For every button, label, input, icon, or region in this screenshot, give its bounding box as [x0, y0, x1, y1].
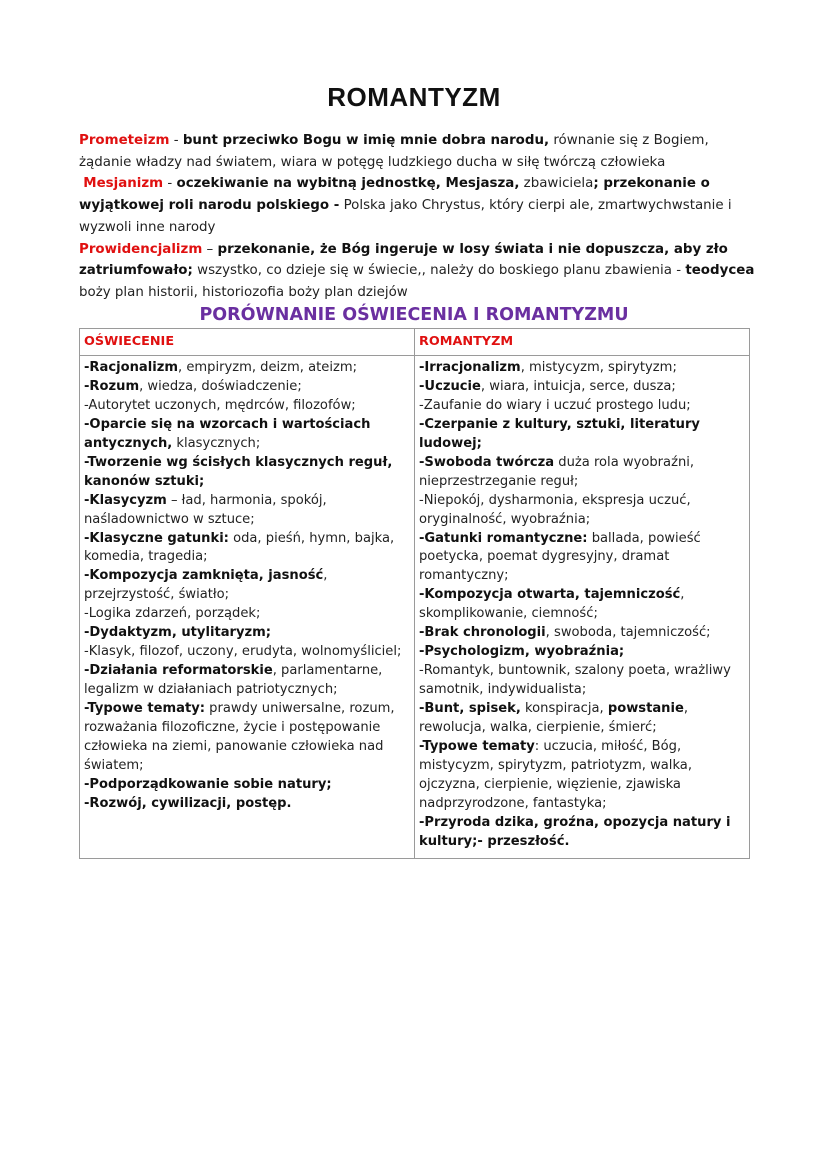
item-text: , wiedza, doświadczenie; — [139, 378, 302, 394]
item-text: , empiryzm, deizm, ateizm; — [178, 359, 358, 375]
item-bold: -Podporządkowanie sobie natury; — [84, 776, 332, 792]
comparison-title: PORÓWNANIE OŚWIECENIA I ROMANTYZMU — [199, 305, 629, 325]
item-bold: -Rozum — [84, 378, 140, 394]
left-item — [84, 700, 410, 776]
item-bold: -Uczucie — [419, 378, 481, 394]
right-item — [419, 700, 745, 738]
item-text: -Autorytet uczonych, mędrców, filozofów; — [84, 397, 356, 413]
item-text: , parlamentarne, legalizm w działaniach patriotycznych; — [84, 663, 383, 698]
definition-bold: oczekiwanie na wybitną jednostkę, Mesjasza, — [176, 176, 520, 192]
definitions — [79, 130, 759, 304]
separator: - — [169, 133, 183, 148]
item-bold: -Bunt, spisek, — [419, 701, 521, 717]
definition-text: zbawiciela — [519, 176, 594, 192]
item-bold: -Swoboda twórcza — [419, 454, 555, 470]
term-prowidencjalizm: Prowidencjalizm — [79, 241, 203, 257]
right-item — [419, 738, 745, 814]
right-item — [419, 624, 745, 643]
definition-bold: teodycea — [685, 263, 755, 279]
right-item — [419, 397, 745, 416]
left-item — [84, 662, 410, 700]
right-item — [419, 492, 745, 530]
item-bold: -Klasyczne gatunki: — [84, 530, 229, 546]
item-text: oda, pieśń, hymn, bajka, komedia, tragedia; — [84, 530, 395, 565]
item-bold: -Działania reformatorskie — [84, 663, 273, 679]
item-text: ballada, powieść poetycka, poemat dygresyjny, dramat romantyczny; — [419, 530, 701, 584]
item-bold: -Oparcie się na wzorcach i wartościach antycznych, — [84, 416, 371, 451]
left-item — [84, 397, 410, 416]
left-item — [84, 795, 410, 814]
left-item — [84, 624, 410, 643]
separator: – — [202, 241, 218, 257]
left-item — [84, 416, 410, 454]
left-item — [84, 454, 410, 492]
header-row — [80, 329, 750, 356]
right-item — [419, 530, 745, 587]
item-bold: -Gatunki romantyczne: — [419, 530, 588, 546]
item-bold: -Klasycyzm — [84, 492, 167, 508]
definition-bold: ; przekonanie o wyjątkowej roli narodu polskiego - — [79, 176, 710, 214]
item-text: duża rola wyobraźni, nieprzestrzeganie reguł; — [419, 454, 695, 489]
item-bold: -Przyroda dzika, groźna, opozycja natury i kultury;- przeszłość. — [419, 814, 731, 849]
item-bold: -Typowe tematy — [419, 739, 535, 755]
item-text: -Zaufanie do wiary i uczuć prostego ludu; — [419, 397, 691, 413]
definition-prometeizm — [79, 130, 759, 173]
item-bold: -Psychologizm, wyobraźnia; — [419, 644, 625, 660]
page-title: ROMANTYZM — [327, 82, 501, 112]
item-text: , wiara, intuicja, serce, dusza; — [480, 378, 676, 394]
left-item — [84, 643, 410, 662]
item-text: -Klasyk, filozof, uczony, erudyta, wolnomyśliciel; — [84, 644, 402, 660]
term-mesjanizm: Mesjanizm — [83, 176, 164, 192]
right-item — [419, 586, 745, 624]
item-bold: -Kompozycja zamknięta, jasność — [84, 568, 324, 584]
item-bold: -Tworzenie wg ścisłych klasycznych reguł, kanonów sztuki; — [84, 454, 393, 489]
right-item — [419, 643, 745, 662]
item-text: , swoboda, tajemniczość; — [545, 625, 711, 641]
item-bold: powstanie — [607, 701, 684, 717]
left-item — [84, 492, 410, 530]
left-item — [84, 567, 410, 605]
item-text: klasycznych; — [172, 435, 261, 451]
item-bold: -Irracjonalizm — [419, 359, 521, 375]
romantyzm-column — [415, 355, 750, 858]
header-romantyzm: ROMANTYZM — [415, 329, 750, 356]
right-item — [419, 378, 745, 397]
item-bold: -Racjonalizm — [84, 359, 178, 375]
right-item — [419, 359, 745, 378]
right-item — [419, 416, 745, 454]
item-text: : uczucia, miłość, Bóg, mistycyzm, spirytyzm, patriotyzm, walka, ojczyzna, cierpienie, więzienie, zjawiska nadprzyrodzone, fantastyka; — [419, 739, 692, 811]
item-bold: -Kompozycja otwarta, tajemniczość — [419, 587, 681, 603]
definition-bold: przekonanie, że Bóg ingeruje w losy świata i nie dopuszcza, aby zło zatriumfowało; — [79, 241, 728, 279]
definition-bold: bunt przeciwko Bogu w imię mnie dobra narodu, — [182, 133, 550, 148]
left-item — [84, 359, 410, 378]
comparison-table — [79, 328, 750, 859]
definition-mesjanizm — [79, 173, 759, 238]
content-row — [80, 355, 750, 858]
item-text: – ład, harmonia, spokój, naśladownictwo w sztuce; — [84, 492, 327, 527]
oswiecenie-column — [80, 355, 415, 858]
item-text: -Logika zdarzeń, porządek; — [84, 606, 261, 622]
left-item — [84, 378, 410, 397]
left-item — [84, 605, 410, 624]
definition-text: boży plan historii, historiozofia boży plan dziejów — [79, 284, 408, 300]
definition-text: Polska jako Chrystus, który cierpi ale, zmartwychwstanie i wyzwoli inne narody — [79, 198, 732, 235]
item-text: , rewolucja, walka, cierpienie, śmierć; — [419, 701, 689, 736]
item-text: , skomplikowanie, ciemność; — [419, 587, 685, 622]
item-bold: -Typowe tematy: — [84, 701, 205, 717]
definition-text: wszystko, co dzieje się w świecie,, należy do boskiego planu zbawienia - — [192, 263, 686, 279]
item-text: prawdy uniwersalne, rozum, rozważania filozoficzne, życie i postępowanie człowieka na ziemi, panowanie człowieka nad światem; — [84, 701, 395, 773]
item-bold: -Dydaktyzm, utylitaryzm; — [84, 625, 272, 641]
item-text: , mistycyzm, spirytyzm; — [520, 359, 677, 375]
item-bold: -Brak chronologii — [419, 625, 546, 641]
left-item — [84, 530, 410, 568]
item-bold: -Rozwój, cywilizacji, postęp. — [84, 795, 292, 811]
header-oswiecenie: OŚWIECENIE — [80, 329, 415, 356]
right-item — [419, 454, 745, 492]
item-text: konspiracja, — [520, 701, 608, 717]
separator: - — [163, 176, 177, 192]
item-text: -Niepokój, dysharmonia, ekspresja uczuć, oryginalność, wyobraźnia; — [419, 492, 691, 527]
item-bold: -Czerpanie z kultury, sztuki, literatury ludowej; — [419, 416, 700, 451]
term-prometeizm: Prometeizm — [79, 133, 170, 148]
right-item — [419, 814, 745, 852]
definition-text: równanie się z Bogiem, żądanie władzy nad światem, wiara w potęgę ludzkiego ducha w siłę twórczą człowieka — [79, 133, 709, 170]
right-item — [419, 662, 745, 700]
item-text: , przejrzystość, światło; — [84, 568, 328, 603]
definition-prowidencjalizm — [79, 239, 759, 304]
left-item — [84, 776, 410, 795]
item-text: -Romantyk, buntownik, szalony poeta, wrażliwy samotnik, indywidualista; — [419, 663, 731, 698]
